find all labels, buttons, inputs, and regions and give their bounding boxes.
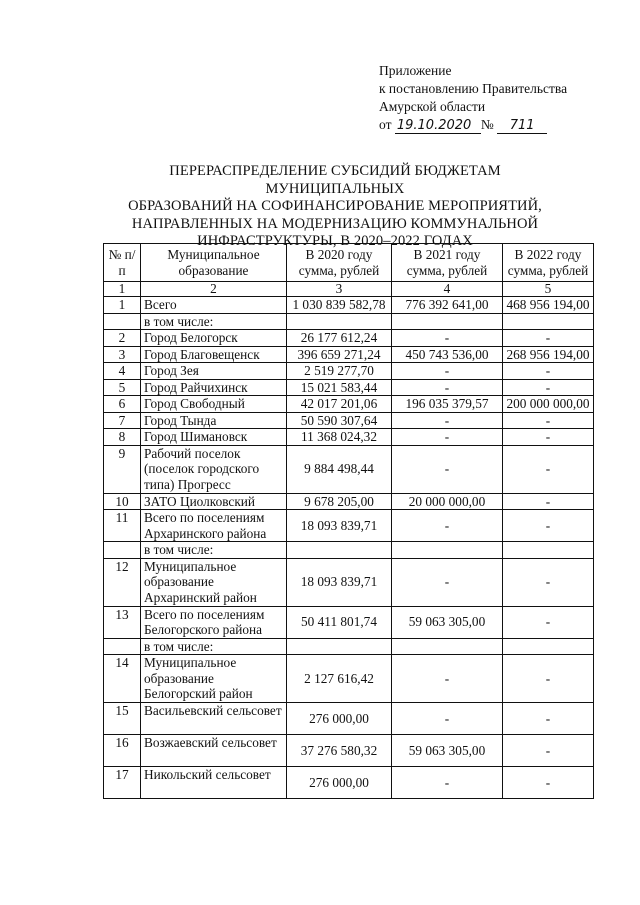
row-number: 14 bbox=[104, 655, 141, 703]
row-municipality: Никольский сельсовет bbox=[141, 767, 287, 799]
row-amount-2020: 1 030 839 582,78 bbox=[287, 297, 392, 314]
row-amount-2020: 50 590 307,64 bbox=[287, 412, 392, 429]
table-row bbox=[104, 313, 594, 330]
title-line-3: НАПРАВЛЕННЫХ НА МОДЕРНИЗАЦИЮ КОММУНАЛЬНОЙ bbox=[131, 215, 539, 232]
table-row bbox=[104, 396, 594, 413]
row-amount-2021 bbox=[392, 542, 503, 559]
row-number: 16 bbox=[104, 735, 141, 767]
row-amount-2021: 776 392 641,00 bbox=[392, 297, 503, 314]
row-amount-2020 bbox=[287, 313, 392, 330]
row-amount-2020: 9 884 498,44 bbox=[287, 445, 392, 493]
row-municipality: в том числе: bbox=[141, 542, 287, 559]
table-row bbox=[104, 767, 594, 799]
row-amount-2022: - bbox=[503, 655, 594, 703]
table-row bbox=[104, 363, 594, 380]
row-municipality: Всего по поселениям Белогорского района bbox=[141, 606, 287, 638]
row-amount-2020: 37 276 580,32 bbox=[287, 735, 392, 767]
appendix-date: 19.10.2020 bbox=[395, 119, 481, 134]
row-number: 9 bbox=[104, 445, 141, 493]
col-index: 5 bbox=[503, 282, 594, 297]
header-municipality: Муниципальное образование bbox=[141, 244, 287, 282]
col-index: 1 bbox=[104, 282, 141, 297]
table-row bbox=[104, 429, 594, 446]
row-amount-2022: 268 956 194,00 bbox=[503, 346, 594, 363]
header-2021: В 2021 году сумма, рублей bbox=[392, 244, 503, 282]
row-amount-2020: 9 678 205,00 bbox=[287, 493, 392, 510]
header-2020: В 2020 году сумма, рублей bbox=[287, 244, 392, 282]
row-amount-2020: 26 177 612,24 bbox=[287, 330, 392, 347]
row-amount-2022: - bbox=[503, 606, 594, 638]
row-amount-2021: - bbox=[392, 558, 503, 606]
row-number: 13 bbox=[104, 606, 141, 638]
row-municipality: Всего bbox=[141, 297, 287, 314]
table-row bbox=[104, 655, 594, 703]
title-line-4: ИНФРАСТРУКТУРЫ, В 2020–2022 ГОДАХ bbox=[197, 233, 473, 249]
table-row bbox=[104, 542, 594, 559]
row-amount-2022: - bbox=[503, 429, 594, 446]
row-amount-2021: - bbox=[392, 767, 503, 799]
appendix-line-2: к постановлению Правительства bbox=[379, 81, 568, 96]
row-number: 17 bbox=[104, 767, 141, 799]
row-municipality: Рабочий поселок (поселок городского типа) Прогресс bbox=[141, 445, 287, 493]
row-number: 7 bbox=[104, 412, 141, 429]
row-amount-2021: - bbox=[392, 703, 503, 735]
row-amount-2022: 200 000 000,00 bbox=[503, 396, 594, 413]
document-title bbox=[100, 163, 570, 251]
table-row bbox=[104, 703, 594, 735]
row-amount-2020: 50 411 801,74 bbox=[287, 606, 392, 638]
row-amount-2020: 276 000,00 bbox=[287, 767, 392, 799]
row-amount-2021 bbox=[392, 313, 503, 330]
header-number: № п/п bbox=[104, 244, 141, 282]
table-row bbox=[104, 346, 594, 363]
appendix-number: 711 bbox=[497, 119, 547, 134]
row-amount-2021: - bbox=[392, 510, 503, 542]
row-amount-2021: 59 063 305,00 bbox=[392, 606, 503, 638]
row-amount-2022: - bbox=[503, 363, 594, 380]
row-amount-2022: - bbox=[503, 767, 594, 799]
row-municipality: Муниципальное образование Белогорский район bbox=[141, 655, 287, 703]
appendix-block bbox=[379, 62, 567, 134]
col-index: 3 bbox=[287, 282, 392, 297]
row-amount-2022 bbox=[503, 313, 594, 330]
row-municipality: Муниципальное образование Архаринский район bbox=[141, 558, 287, 606]
table-row bbox=[104, 445, 594, 493]
row-amount-2022: - bbox=[503, 445, 594, 493]
row-amount-2021: 450 743 536,00 bbox=[392, 346, 503, 363]
row-amount-2020: 396 659 271,24 bbox=[287, 346, 392, 363]
row-amount-2022: - bbox=[503, 735, 594, 767]
row-number bbox=[104, 542, 141, 559]
row-number: 6 bbox=[104, 396, 141, 413]
row-amount-2021: 59 063 305,00 bbox=[392, 735, 503, 767]
row-amount-2021: - bbox=[392, 655, 503, 703]
table-body bbox=[104, 297, 594, 799]
row-amount-2022: - bbox=[503, 330, 594, 347]
row-municipality: Город Райчихинск bbox=[141, 379, 287, 396]
row-municipality: в том числе: bbox=[141, 313, 287, 330]
table-row bbox=[104, 493, 594, 510]
row-amount-2022 bbox=[503, 638, 594, 655]
subsidy-table bbox=[103, 243, 594, 799]
row-amount-2021: - bbox=[392, 429, 503, 446]
row-number: 1 bbox=[104, 297, 141, 314]
header-2022: В 2022 году сумма, рублей bbox=[503, 244, 594, 282]
row-amount-2021: - bbox=[392, 330, 503, 347]
row-amount-2021: - bbox=[392, 363, 503, 380]
table-row bbox=[104, 735, 594, 767]
row-municipality: Город Тында bbox=[141, 412, 287, 429]
table-row bbox=[104, 558, 594, 606]
col-index: 4 bbox=[392, 282, 503, 297]
row-municipality: в том числе: bbox=[141, 638, 287, 655]
row-number: 12 bbox=[104, 558, 141, 606]
row-number: 8 bbox=[104, 429, 141, 446]
row-municipality: Город Белогорск bbox=[141, 330, 287, 347]
col-index: 2 bbox=[141, 282, 287, 297]
table-row bbox=[104, 330, 594, 347]
row-number: 2 bbox=[104, 330, 141, 347]
row-number: 5 bbox=[104, 379, 141, 396]
row-amount-2021 bbox=[392, 638, 503, 655]
title-line-2: ОБРАЗОВАНИЙ НА СОФИНАНСИРОВАНИЕ МЕРОПРИЯТИЙ, bbox=[128, 198, 542, 214]
row-municipality: Город Благовещенск bbox=[141, 346, 287, 363]
row-amount-2022: - bbox=[503, 493, 594, 510]
row-number bbox=[104, 313, 141, 330]
title-line-1: ПЕРЕРАСПРЕДЕЛЕНИЕ СУБСИДИЙ БЮДЖЕТАМ МУНИЦИПАЛЬНЫХ bbox=[169, 163, 501, 197]
row-amount-2021: 196 035 379,57 bbox=[392, 396, 503, 413]
row-municipality: Всего по поселениям Архаринского района bbox=[141, 510, 287, 542]
row-amount-2020 bbox=[287, 542, 392, 559]
row-number: 10 bbox=[104, 493, 141, 510]
row-amount-2020 bbox=[287, 638, 392, 655]
row-amount-2022: - bbox=[503, 703, 594, 735]
row-amount-2022: - bbox=[503, 510, 594, 542]
row-amount-2021: - bbox=[392, 412, 503, 429]
appendix-prefix: от bbox=[379, 117, 392, 132]
row-amount-2022: - bbox=[503, 412, 594, 429]
row-municipality: Возжаевский сельсовет bbox=[141, 735, 287, 767]
table-row bbox=[104, 379, 594, 396]
row-number: 3 bbox=[104, 346, 141, 363]
row-municipality: ЗАТО Циолковский bbox=[141, 493, 287, 510]
appendix-line-3: Амурской области bbox=[379, 99, 486, 114]
row-amount-2022: 468 956 194,00 bbox=[503, 297, 594, 314]
appendix-line-1: Приложение bbox=[379, 63, 452, 78]
row-amount-2022 bbox=[503, 542, 594, 559]
row-number: 11 bbox=[104, 510, 141, 542]
row-amount-2020: 2 127 616,42 bbox=[287, 655, 392, 703]
table-row bbox=[104, 412, 594, 429]
row-municipality: Город Шимановск bbox=[141, 429, 287, 446]
table-row bbox=[104, 510, 594, 542]
row-amount-2020: 42 017 201,06 bbox=[287, 396, 392, 413]
row-municipality: Город Зея bbox=[141, 363, 287, 380]
appendix-number-sign: № bbox=[480, 117, 494, 132]
row-amount-2020: 276 000,00 bbox=[287, 703, 392, 735]
row-number: 15 bbox=[104, 703, 141, 735]
row-amount-2020: 18 093 839,71 bbox=[287, 558, 392, 606]
row-municipality: Васильевский сельсовет bbox=[141, 703, 287, 735]
row-amount-2022: - bbox=[503, 379, 594, 396]
table-row bbox=[104, 297, 594, 314]
table-row bbox=[104, 638, 594, 655]
row-amount-2021: 20 000 000,00 bbox=[392, 493, 503, 510]
row-amount-2020: 2 519 277,70 bbox=[287, 363, 392, 380]
row-amount-2020: 15 021 583,44 bbox=[287, 379, 392, 396]
row-amount-2021: - bbox=[392, 445, 503, 493]
row-number: 4 bbox=[104, 363, 141, 380]
row-amount-2020: 18 093 839,71 bbox=[287, 510, 392, 542]
row-amount-2022: - bbox=[503, 558, 594, 606]
table-row bbox=[104, 606, 594, 638]
row-municipality: Город Свободный bbox=[141, 396, 287, 413]
row-number bbox=[104, 638, 141, 655]
appendix-date-line bbox=[379, 116, 567, 134]
row-amount-2020: 11 368 024,32 bbox=[287, 429, 392, 446]
row-amount-2021: - bbox=[392, 379, 503, 396]
